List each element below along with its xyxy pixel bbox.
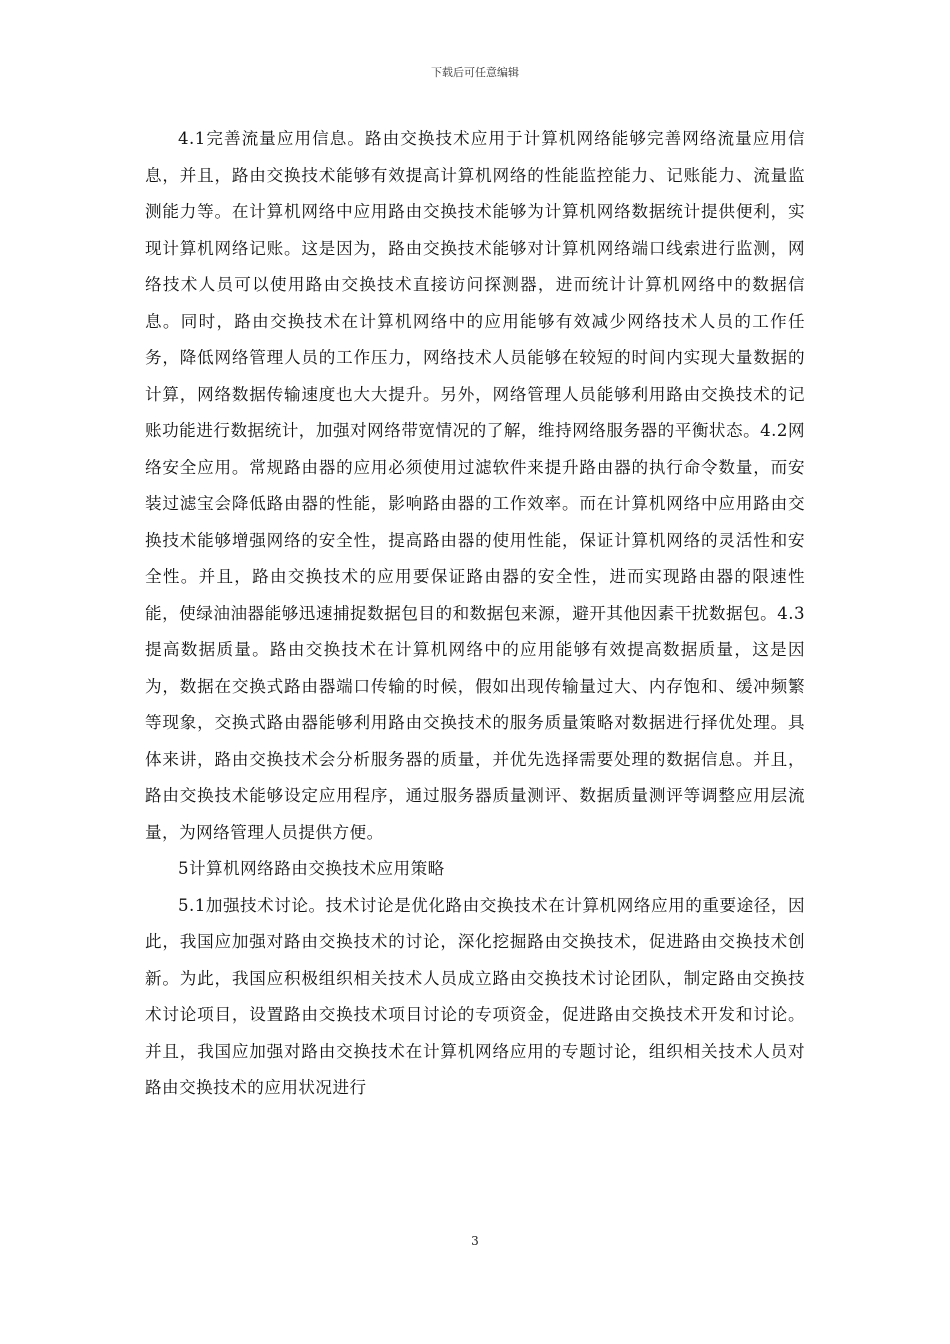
paragraph-section-4: 4.1完善流量应用信息。路由交换技术应用于计算机网络能够完善网络流量应用信息，并且，路由交换技术能够有效提高计算机网络的性能监控能力、记账能力、流量监测能力等。在计算机网络中应用路由交换技术能够为计算机网络数据统计提供便利，实现计算机网络记账。这是因为，路由交换技术能够对计算机网络端口线索进行监测，网络技术人员可以使用路由交换技术直接访问探测器，进而统计计算机网络中的数据信息。同时，路由交换技术在计算机网络中的应用能够有效减少网络技术人员的工作任务，降低网络管理人员的工作压力，网络技术人员能够在较短的时间内实现大量数据的计算，网络数据传输速度也大大提升。另外，网络管理人员能够利用路由交换技术的记账功能进行数据统计，加强对网络带宽情况的了解，维持网络服务器的平衡状态。4.2网络安全应用。常规路由器的应用必须使用过滤软件来提升路由器的执行命令数量，而安装过滤宝会降低路由器的性能，影响路由器的工作效率。而在计算机网络中应用路由交换技术能够增强网络的安全性，提高路由器的使用性能，保证计算机网络的灵活性和安全性。并且，路由交换技术的应用要保证路由器的安全性，进而实现路由器的限速性能，使绿油油器能够迅速捕捉数据包目的和数据包来源，避开其他因素干扰数据包。4.3提高数据质量。路由交换技术在计算机网络中的应用能够有效提高数据质量，这是因为，数据在交换式路由器端口传输的时候，假如出现传输量过大、内存饱和、缓冲频繁等现象，交换式路由器能够利用路由交换技术的服务质量策略对数据进行择优处理。具体来讲，路由交换技术会分析服务器的质量，并优先选择需要处理的数据信息。并且，路由交换技术能够设定应用程序，通过服务器质量测评、数据质量测评等调整应用层流量，为网络管理人员提供方便。 <box>145 129 805 842</box>
section-heading-5: 5计算机网络路由交换技术应用策略 <box>178 859 445 878</box>
page-header: 下载后可任意编辑 <box>431 66 519 79</box>
paragraph-section-5-1: 5.1加强技术讨论。技术讨论是优化路由交换技术在计算机网络应用的重要途径，因此，我国应加强对路由交换技术的讨论，深化挖掘路由交换技术，促进路由交换技术创新。为此，我国应积极组织相关技术人员成立路由交换技术讨论团队，制定路由交换技术讨论项目，设置路由交换技术项目讨论的专项资金，促进路由交换技术开发和讨论。并且，我国应加强对路由交换技术在计算机网络应用的专题讨论，组织相关技术人员对路由交换技术的应用状况进行 <box>145 895 805 1097</box>
page-number: 3 <box>471 1234 479 1248</box>
body-text <box>145 121 805 1107</box>
